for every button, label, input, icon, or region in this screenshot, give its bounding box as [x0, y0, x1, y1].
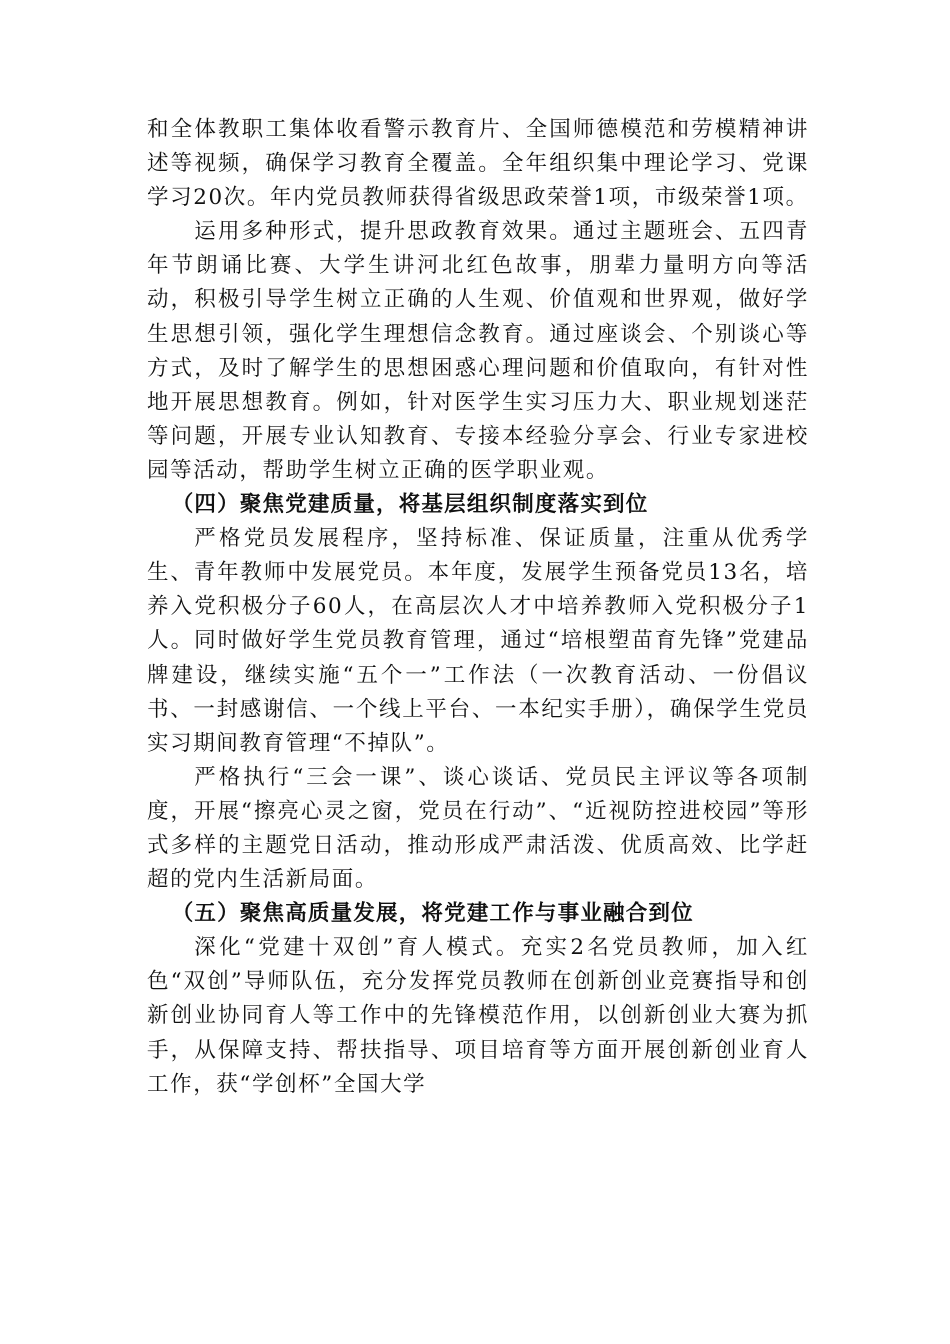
paragraph-continued: 和全体教职工集体收看警示教育片、全国师德模范和劳模精神讲述等视频，确保学习教育全覆盖。全年组织集中理论学习、党课学习20次。年内党员教师获得省级思政荣誉1项，市级荣誉1项。: [147, 117, 809, 211]
section-heading-5: （五）聚焦高质量发展，将党建工作与事业融合到位: [171, 901, 694, 927]
paragraph-party-system: 严格执行“三会一课”、谈心谈话、党员民主评议等各项制度，开展“擦亮心灵之窗，党员在行动”、“近视防控进校园”等形式多样的主题党日活动，推动形成严肃活泼、优质高效、比学赶超的党内生活新局面。: [147, 764, 809, 893]
paragraph-ideological-education: 运用多种形式，提升思政教育效果。通过主题班会、五四青年节朗诵比赛、大学生讲河北红色故事，朋辈力量明方向等活动，积极引导学生树立正确的人生观、价值观和世界观，做好学生思想引领，强化学生理想信念教育。通过座谈会、个别谈心等方式，及时了解学生的思想困惑心理问题和价值取向，有针对性地开展思想教育。例如，针对医学生实习压力大、职业规划迷茫等问题，开展专业认知教育、专接本经验分享会、行业专家进校园等活动，帮助学生树立正确的医学职业观。: [147, 219, 809, 483]
document-body: [147, 113, 809, 1102]
paragraph-innovation-entrepreneurship: 深化“党建十双创”育人模式。充实2名党员教师，加入红色“双创”导师队伍，充分发挥党员教师在创新创业竞赛指导和创新创业协同育人等工作中的先锋模范作用，以创新创业大赛为抓手，从保障支持、帮扶指导、项目培育等方面开展创新创业育人工作，获“学创杯”全国大学: [147, 935, 809, 1097]
paragraph-party-member-development: 严格党员发展程序，坚持标准、保证质量，注重从优秀学生、青年教师中发展党员。本年度，发展学生预备党员13名，培养入党积极分子60人，在高层次人才中培养教师入党积极分子1人。同时做好学生党员教育管理，通过“培根塑苗育先锋”党建品牌建设，继续实施“五个一”工作法（一次教育活动、一份倡议书、一封感谢信、一个线上平台、一本纪实手册），确保学生党员实习期间教育管理“不掉队”。: [147, 526, 809, 756]
section-heading-4: （四）聚焦党建质量，将基层组织制度落实到位: [171, 492, 649, 518]
